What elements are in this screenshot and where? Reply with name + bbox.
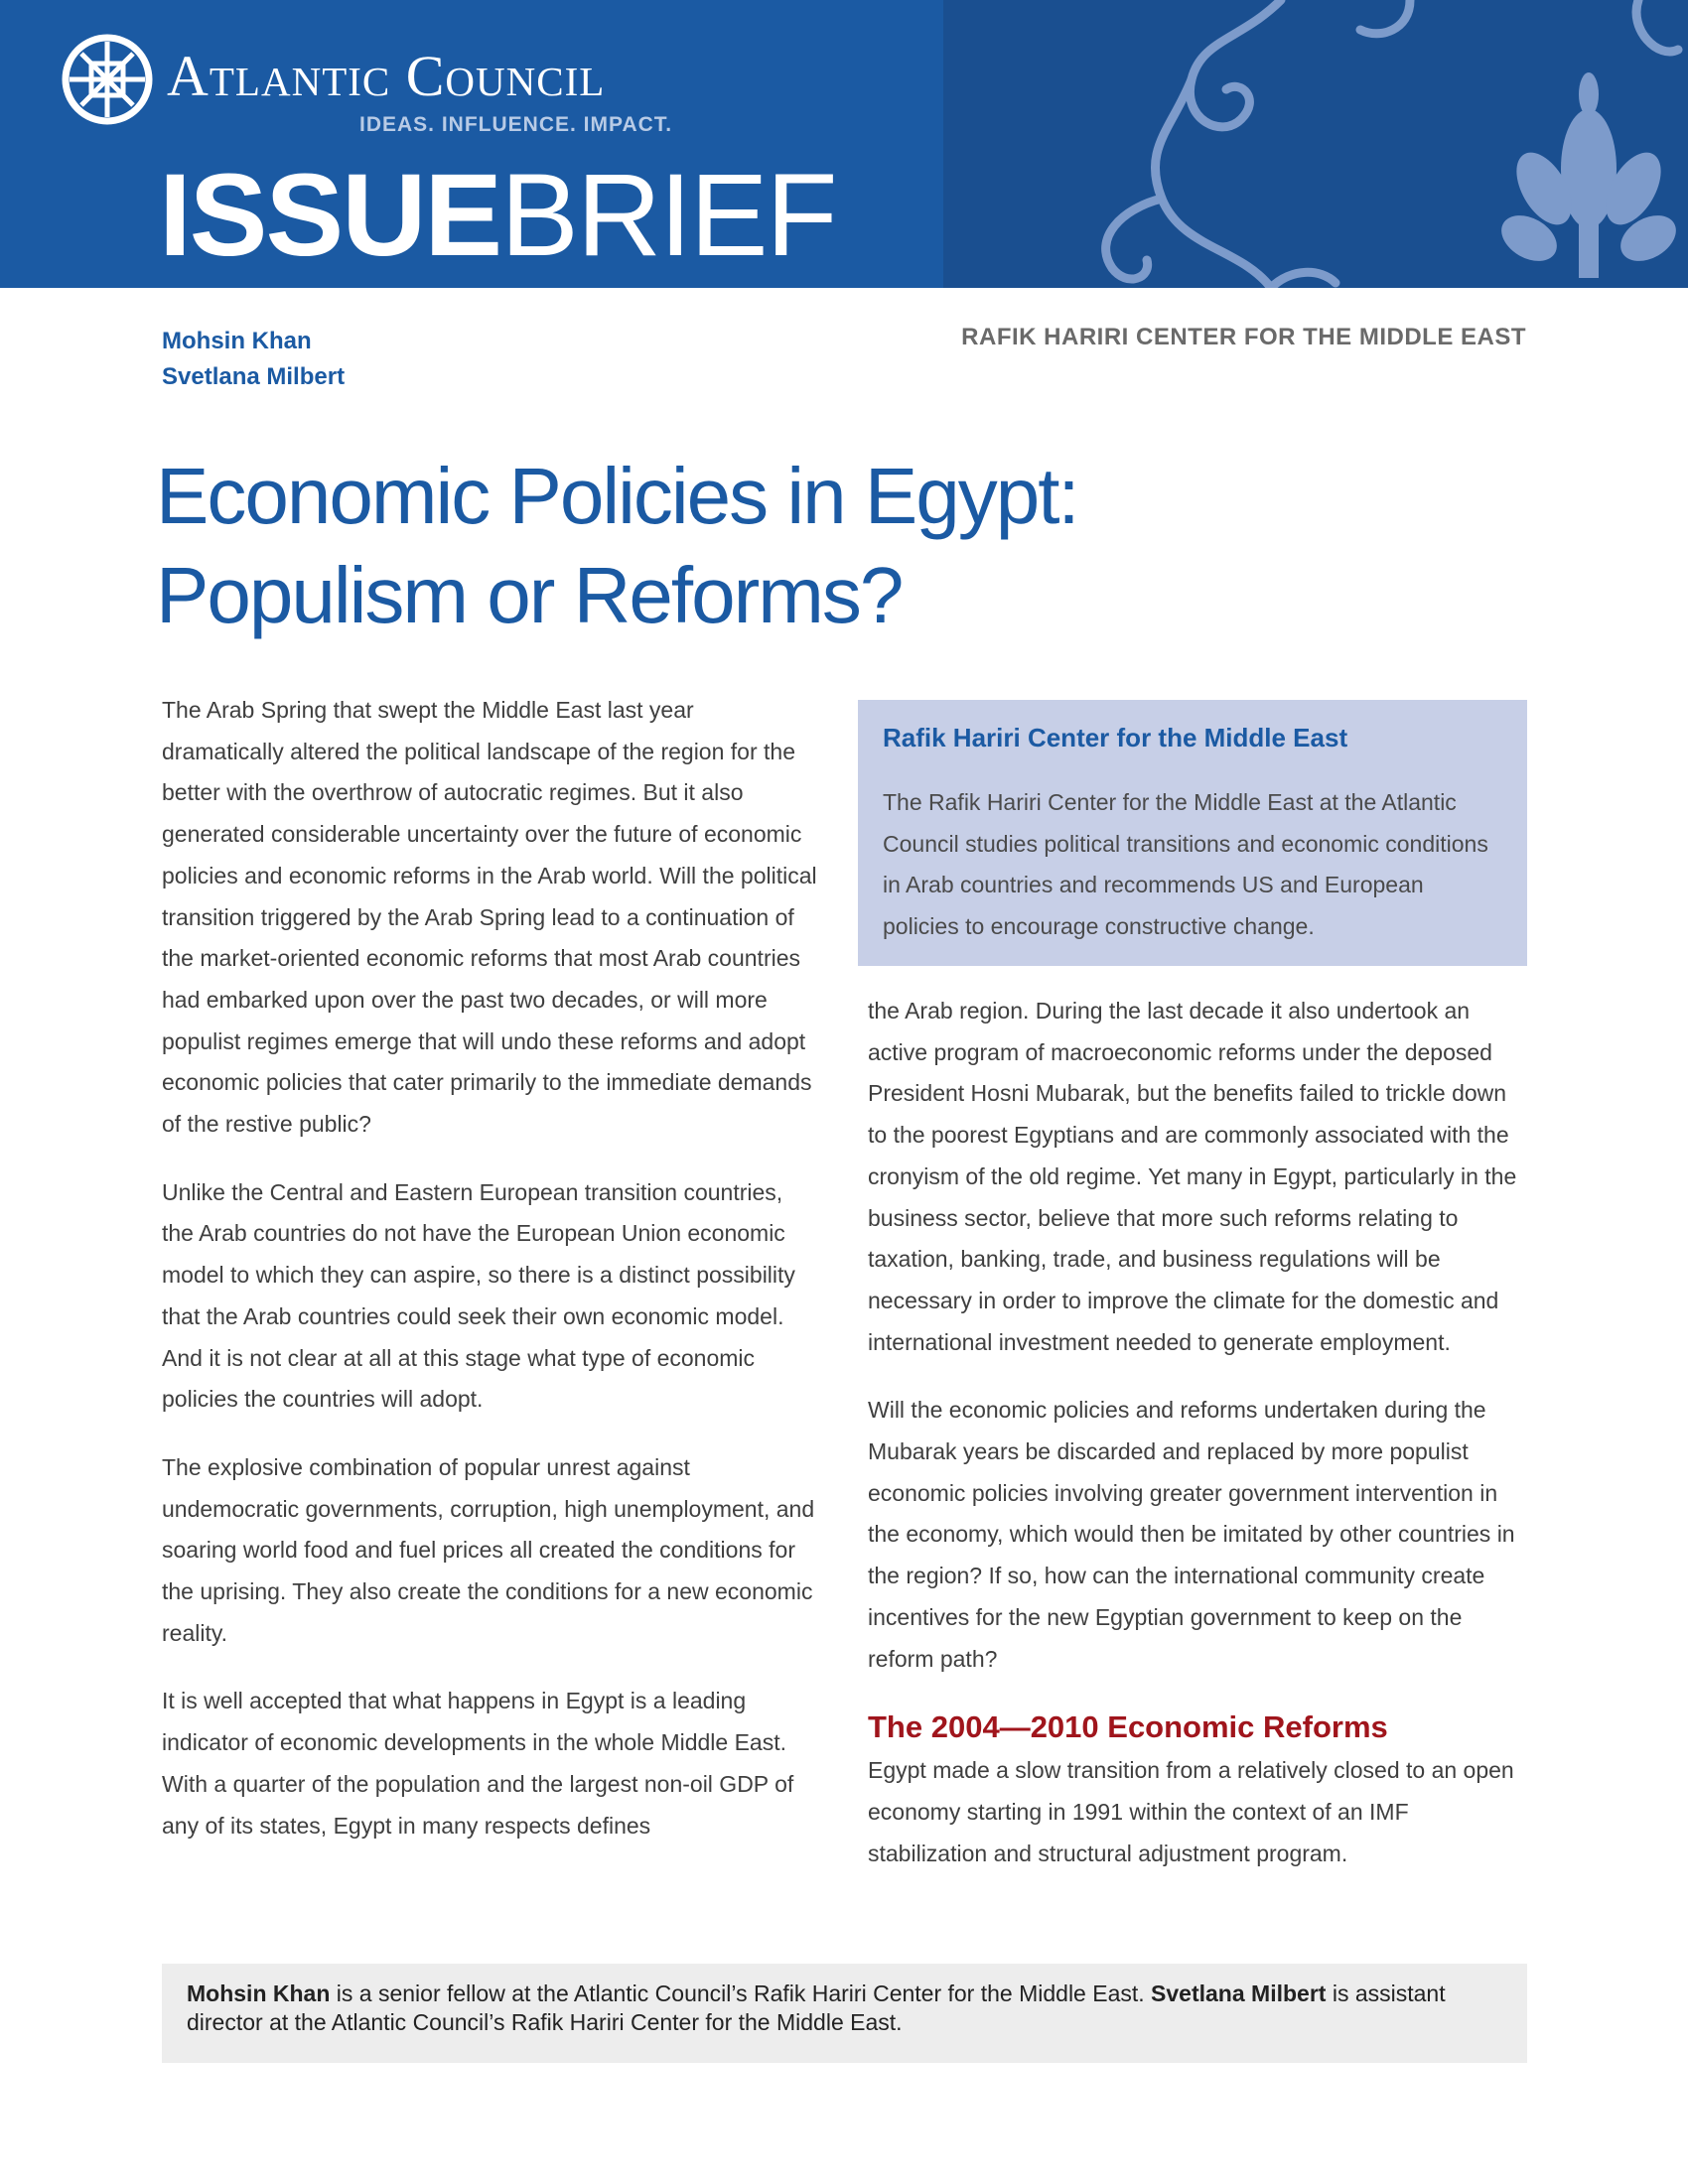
body-paragraph: Unlike the Central and Eastern European transition countries, the Arab countries do not have the European Union economic model to which they can aspire, so there is a distinct possibility that the Arab countries could seek their own economic model. And it is not clear at all at this stage what type of economic policies the countries will adopt.: [162, 1178, 795, 1413]
bio-text: is assistant director at the Atlantic Council’s Rafik Hariri Center for the Middle East.: [187, 1980, 1446, 2035]
section-heading: The 2004—2010 Economic Reforms: [868, 1709, 1388, 1745]
title-line-1: Economic Policies in Egypt:: [156, 452, 1078, 540]
body-paragraph: The Arab Spring that swept the Middle East last year dramatically altered the political landscape of the region for the better with the overthrow of autocratic regimes. But it also generated considerable uncertainty over the future of economic policies and economic reforms in the Arab world. Will the political transition triggered by the Arab Spring lead to a continuation of the market-oriented economic reforms that most Arab countries had embarked upon over the past two decades, or will more populist regimes emerge that will undo these reforms and adopt economic policies that cater primarily to the immediate demands of the restive public?: [162, 697, 817, 1138]
body-paragraph: the Arab region. During the last decade it also undertook an active program of macroeconomic reforms under the deposed President Hosni Mubarak, but the benefits failed to trickle down to the poorest Egyptians and are commonly associated with the cronyism of the old regime. Yet many in Egypt, particularly in the business sector, believe that more such reforms relating to taxation, banking, trade, and business regulations will be necessary in order to improve the climate for the domestic and international investment needed to generate employment.: [868, 998, 1517, 1355]
doc-type-light: BRIEF: [500, 150, 836, 281]
org-name: Atlantic Council: [167, 44, 606, 108]
org-tagline: IDEAS. INFLUENCE. IMPACT.: [359, 113, 673, 136]
doc-type-bold: ISSUE: [159, 150, 501, 281]
bio-name: Svetlana Milbert: [1151, 1980, 1327, 2006]
sidebar-heading: Rafik Hariri Center for the Middle East: [883, 723, 1348, 752]
decorative-ornament: [943, 0, 1688, 288]
sidebar-body: The Rafik Hariri Center for the Middle East at the Atlantic Council studies political transitions and economic conditions in Arab countries and recommends US and European policies to encourage constructive change.: [883, 789, 1488, 940]
title-line-2: Populism or Reforms?: [156, 551, 903, 639]
body-paragraph: The explosive combination of popular unrest against undemocratic governments, corruption, high unemployment, and soaring world food and fuel prices all created the conditions for the uprising. They also create the conditions for a new economic reality.: [162, 1453, 815, 1646]
center-info-box: [858, 700, 1527, 966]
author-name: Mohsin Khan: [162, 328, 312, 354]
author-bio: [162, 1964, 1527, 2063]
body-paragraph: Egypt made a slow transition from a relatively closed to an open economy starting in 1991 within the context of an IMF stabilization and structural adjustment program.: [868, 1757, 1514, 1866]
center-label: RAFIK HARIRI CENTER FOR THE MIDDLE EAST: [961, 324, 1526, 350]
author-list: [162, 324, 345, 395]
right-column: [868, 991, 1531, 1901]
page-title: [156, 447, 1347, 645]
author-name: Svetlana Milbert: [162, 363, 346, 390]
atlantic-council-globe-icon: [62, 34, 153, 125]
header-banner: [0, 0, 1688, 288]
doc-type-title: [159, 150, 836, 281]
left-column: [162, 690, 817, 1873]
bio-text: is a senior fellow at the Atlantic Council’s Rafik Hariri Center for the Middle East.: [330, 1980, 1152, 2006]
body-paragraph: It is well accepted that what happens in Egypt is a leading indicator of economic developments in the whole Middle East. With a quarter of the population and the largest non-oil GDP of any of its states, Egypt in many respects defines: [162, 1688, 794, 1839]
bio-name: Mohsin Khan: [187, 1980, 331, 2006]
body-paragraph: Will the economic policies and reforms undertaken during the Mubarak years be discarded and replaced by more populist economic policies involving greater government intervention in the economy, which would then be imitated by other countries in the region? If so, how can the international community create incentives for the new Egyptian government to keep on the reform path?: [868, 1397, 1515, 1672]
